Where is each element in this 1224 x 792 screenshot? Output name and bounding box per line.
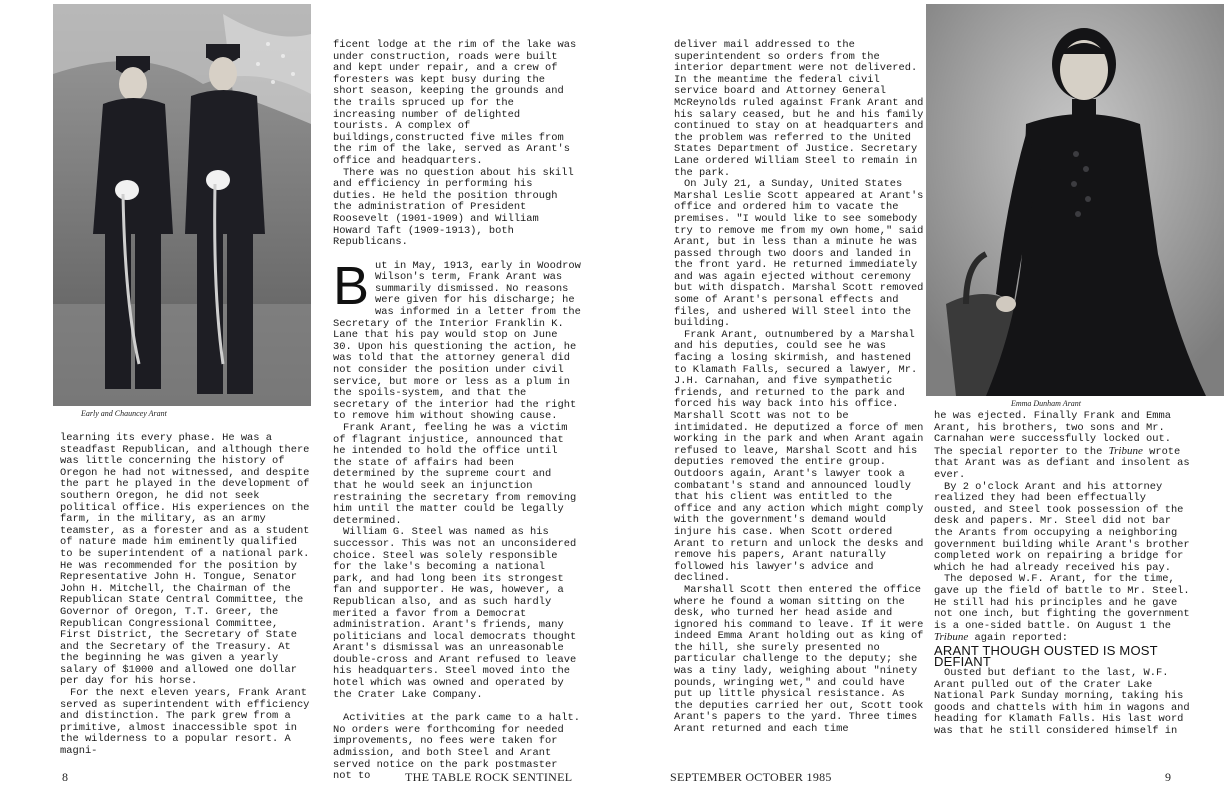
paragraph: On July 21, a Sunday, United States Marshal Leslie Scott appeared at Arant's office and ordered him to vacate the premises. "I would like to see somebody try to remove me from my own home," said Arant, but in less than a minute he was passed through two doors and landed in the front yard. He returned immediately and was again ejected without ceremony but with dispatch. Marshal Scott removed some of Arant's personal effects and files, and ushered Will Steel into the building. [674, 178, 924, 330]
paragraph: William G. Steel was named as his successor. This was not an unconsidered choice. Steel was solely responsible for the lake's becoming a national park, and had long been its strongest fan and supporter. He was, however, a Republican also, and as such hardly merited a favor from a Democrat administration. Arant's friends, many politicians and local democrats thought Arant's dismissal was an unreasonable double-cross and Arant refused to leave his headquarters. Steel moved into the hotel which was owned and operated by the Crater Lake Company. [333, 526, 577, 701]
paragraph: Activities at the park came to a halt. No orders were forthcoming for needed improvements, no fees were taken for admission, and both Steel and Arant served notice on the park postmaster not to [333, 712, 580, 783]
dropcap-paragraph-text: ut in May, 1913, early in Woodrow Wilson's term, Frank Arant was summarily dismissed. No reasons were given for his discharge; he was informed in a letter from the Secretary of the Interior Franklin K. Lane that his pay would stop on June 30. Upon his questioning the action, he was told that the attorney general did not consider the position under civil service, but more or less as a plum in the spoils-system, and that the secretary of the interior had the right to remove him without showing cause. [333, 259, 581, 423]
paragraph: Frank Arant, outnumbered by a Marshal and his deputies, could see he was facing a losing skirmish, and hastened to Klamath Falls, secured a lawyer, Mr. J.H. Carnahan, and five sympathetic friends, and returned to the park and forced his way back into his office. Marshall Scott was not to be intimidated. He deputized a force of men working in the park and when Arant again refused to leave, Marshal Scott and his deputies removed the entire group. Outdoors again, Arant's lawyer took a combatant's stand and announced loudly that his client was entitled to the office and any action which might comply with the government's demand would injure his case. When Scott ordered Arant to return and unlock the desks and remove his papers, Arant naturally followed his lawyer's advice and declined. [674, 328, 924, 585]
page-number-right: 9 [1165, 770, 1172, 784]
column-4 [934, 411, 1192, 738]
photo-emma-dunham-arant [926, 4, 1224, 396]
paragraph [934, 411, 1192, 482]
column-2 [333, 40, 581, 783]
paragraph-with-dropcap [333, 255, 581, 423]
paragraph: By 2 o'clock Arant and his attorney realized they had been effectually ousted, and Steel took possession of the desk and papers. Mr. Steel did not bar the Arants from occupying a neighboring government building while Arant's brother completed work on repairing a bridge for which he had already received his pay. [934, 480, 1190, 574]
dropcap-letter: B [333, 255, 370, 316]
footer-publication-title: THE TABLE ROCK SENTINEL [405, 770, 573, 784]
soldiers-photo-image [53, 4, 311, 406]
paragraph-text: wrote that Arant was as defiant and insolent as ever. [934, 445, 1190, 481]
tribune-italic: Tribune [934, 631, 969, 644]
paragraph: learning its every phase. He was a steadfast Republican, and although there was little concerning the history of Oregon he had not witnessed, and despite the part he played in the development of southern Oregon, he did not seek political office. His experiences on the farm, in the military, as an army teamster, as a forester and as a student of nature made him eminently qualified to be superintendent of a national park. He was recommended for the position by Representative John H. Tongue, Senator John H. Mitchell, the Chairman of the Republican State Central Committee, the Governor of Oregon, T.T. Greer, the Republican Congressional Committee, First District, the Secretary of State and the Secretary of the Treasury. At the beginning he was given a yearly salary of $1000 and allowed one dollar per day for his horse. [60, 432, 310, 688]
right-page [612, 0, 1224, 792]
paragraph-text: he was ejected. Finally Frank and Emma Arant, his brothers, two sons and Mr. Carnahan were successfully locked out. The special reporter to the [934, 410, 1171, 458]
footer-issue-date: SEPTEMBER OCTOBER 1985 [670, 770, 832, 784]
paragraph: Ousted but defiant to the last, W.F. Arant pulled out of the Crater Lake National Park Sunday morning, taking his goods and chattels with him in wagons and heading for Klamath Falls. His last word was that he still considered himself in [934, 667, 1190, 738]
page-number-left: 8 [62, 770, 69, 784]
paragraph: There was no question about his skill and efficiency in performing his duties. He held the position through the administration of President Roosevelt (1901-1909) and William Howard Taft (1909-1913), both Republicans. [333, 166, 574, 249]
paragraph: Marshall Scott then entered the office where he found a woman sitting on the desk, who turned her head aside and ignored his command to leave. If it were indeed Emma Arant holding out as king of the hill, she surely presented no particular challenge to the deputy; she was a tiny lady, weighing about "ninety pounds, wringing wet," and could have put up little physical resistance. As the deputies carried her out, Scott took Arant's papers to the yard. Three times Arant returned and each time [674, 583, 924, 736]
photo-early-and-chauncey-arant [53, 4, 311, 406]
article-headline: ARANT THOUGH OUSTED IS MOST DEFIANT [934, 642, 1158, 670]
column-1 [60, 433, 310, 758]
woman-portrait-image [926, 4, 1224, 396]
paragraph: The deposed W.F. Arant, for the time, gave up the field of battle to Mr. Steel. He still had his principles and he gave not one inch, but fighting the government is a one-sided battle. On August 1 the [934, 573, 1190, 632]
photo-caption-right: Emma Dunham Arant [1010, 399, 1082, 408]
paragraph: Frank Arant, feeling he was a victim of flagrant injustice, announced that he intended to hold the office until the state of affairs had been determined by the supreme court and that he would seek an injunction restraining the secretary from removing him until the matter could be legally determined. [333, 422, 577, 527]
paragraph: deliver mail addressed to the superintendent so orders from the interior department were not delivered. In the meantime the federal civil service board and Attorney General McReynolds ruled against Frank Arant and his salary ceased, but he and his family continued to stay on at headquarters and the problem was referred to the United States Department of Justice. Secretary Lane ordered William Steel to remain in the park. [674, 39, 924, 179]
column-3 [674, 40, 926, 736]
tribune-italic: Tribune [1108, 444, 1143, 457]
paragraph-text: again reported: [974, 632, 1069, 645]
paragraph: For the next eleven years, Frank Arant served as superintendent with efficiency and distinction. The park grew from a primitive, almost inaccessible spot in the wilderness to a popular resort. A magni- [60, 687, 310, 758]
paragraph: ficent lodge at the rim of the lake was under construction, roads were built and kept under repair, and a crew of foresters was kept busy during the short season, keeping the grounds and the trails spruced up for the increasing number of delighted tourists. A complex of buildings,constructed five miles from the rim of the lake, served as Arant's office and headquarters. [333, 39, 577, 167]
photo-caption-left: Early and Chauncey Arant [81, 409, 167, 418]
